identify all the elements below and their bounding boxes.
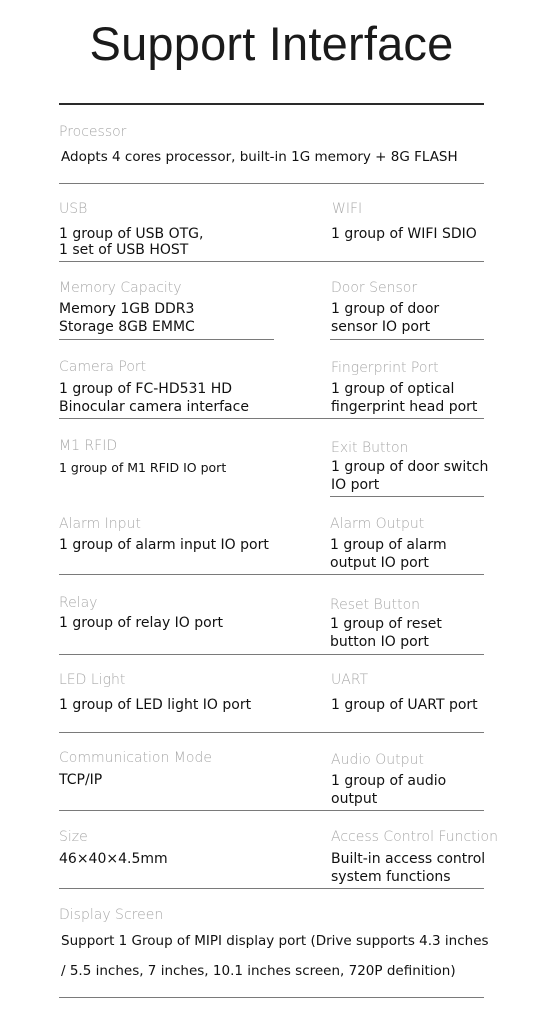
relay-label: Relay [59, 595, 98, 611]
fingerprint-value-line1: 1 group of optical [331, 381, 455, 397]
reset-button-label: Reset Button [330, 597, 421, 613]
row-divider [59, 732, 484, 733]
page-title: Support Interface [89, 17, 454, 70]
led-light-value: 1 group of LED light IO port [59, 697, 252, 713]
row-divider [330, 496, 484, 497]
alarm-input-value: 1 group of alarm input IO port [59, 537, 269, 553]
row-divider [59, 261, 484, 262]
reset-button-value-line1: 1 group of reset [330, 616, 442, 632]
m1-rfid-value: 1 group of M1 RFID IO port [59, 460, 227, 475]
wifi-value: 1 group of WIFI SDIO [331, 226, 477, 242]
camera-value-line1: 1 group of FC-HD531 HD [59, 381, 233, 397]
communication-value: TCP/IP [59, 772, 103, 788]
exit-button-value-line2: IO port [331, 477, 380, 493]
alarm-output-label: Alarm Output [330, 516, 425, 532]
row-divider [330, 339, 484, 340]
alarm-output-value-line1: 1 group of alarm [330, 537, 447, 553]
processor-value: Adopts 4 cores processor, built-in 1G memory + 8G FLASH [61, 149, 458, 165]
display-label: Display Screen [59, 907, 164, 923]
exit-button-value-line1: 1 group of door switch [331, 459, 489, 475]
size-label: Size [59, 829, 88, 845]
fingerprint-label: Fingerprint Port [331, 360, 439, 376]
memory-label: Memory Capacity [59, 280, 182, 296]
alarm-input-label: Alarm Input [59, 516, 141, 532]
exit-button-label: Exit Button [331, 440, 409, 456]
reset-button-value-line2: button IO port [330, 634, 429, 650]
door-sensor-value-line2: sensor IO port [331, 319, 431, 335]
memory-value-line2: Storage 8GB EMMC [59, 319, 195, 335]
audio-output-label: Audio Output [331, 752, 424, 768]
wifi-label: WIFI [332, 201, 363, 217]
row-divider [59, 418, 484, 419]
uart-label: UART [331, 672, 369, 688]
row-divider [59, 183, 484, 184]
size-value: 46×40×4.5mm [59, 851, 168, 867]
led-light-label: LED Light [59, 672, 126, 688]
row-divider [59, 888, 484, 889]
row-divider [59, 654, 484, 655]
display-value-line2: / 5.5 inches, 7 inches, 10.1 inches screen, 720P definition) [61, 963, 456, 979]
door-sensor-label: Door Sensor [331, 280, 418, 296]
communication-label: Communication Mode [59, 750, 212, 766]
row-divider [59, 810, 484, 811]
uart-value: 1 group of UART port [331, 697, 478, 713]
m1-rfid-label: M1 RFID [59, 438, 118, 454]
row-divider [59, 339, 274, 340]
door-sensor-value-line1: 1 group of door [331, 301, 440, 317]
usb-value-line2: 1 set of USB HOST [59, 242, 189, 258]
usb-label: USB [59, 201, 88, 217]
usb-value-line1: 1 group of USB OTG, [59, 226, 204, 242]
access-control-label: Access Control Function [331, 829, 498, 845]
memory-value-line1: Memory 1GB DDR3 [59, 301, 195, 317]
row-divider [59, 574, 484, 575]
camera-value-line2: Binocular camera interface [59, 399, 249, 415]
display-value-line1: Support 1 Group of MIPI display port (Drive supports 4.3 inches [61, 933, 489, 949]
camera-label: Camera Port [59, 359, 147, 375]
relay-value: 1 group of relay IO port [59, 615, 223, 631]
audio-output-value-line1: 1 group of audio [331, 773, 447, 789]
bottom-divider [59, 997, 484, 998]
access-control-value-line2: system functions [331, 869, 451, 885]
title-divider [59, 103, 484, 105]
access-control-value-line1: Built-in access control [331, 851, 486, 867]
fingerprint-value-line2: fingerprint head port [331, 399, 478, 415]
audio-output-value-line2: output [331, 791, 378, 807]
alarm-output-value-line2: output IO port [330, 555, 429, 571]
processor-label: Processor [59, 124, 127, 140]
